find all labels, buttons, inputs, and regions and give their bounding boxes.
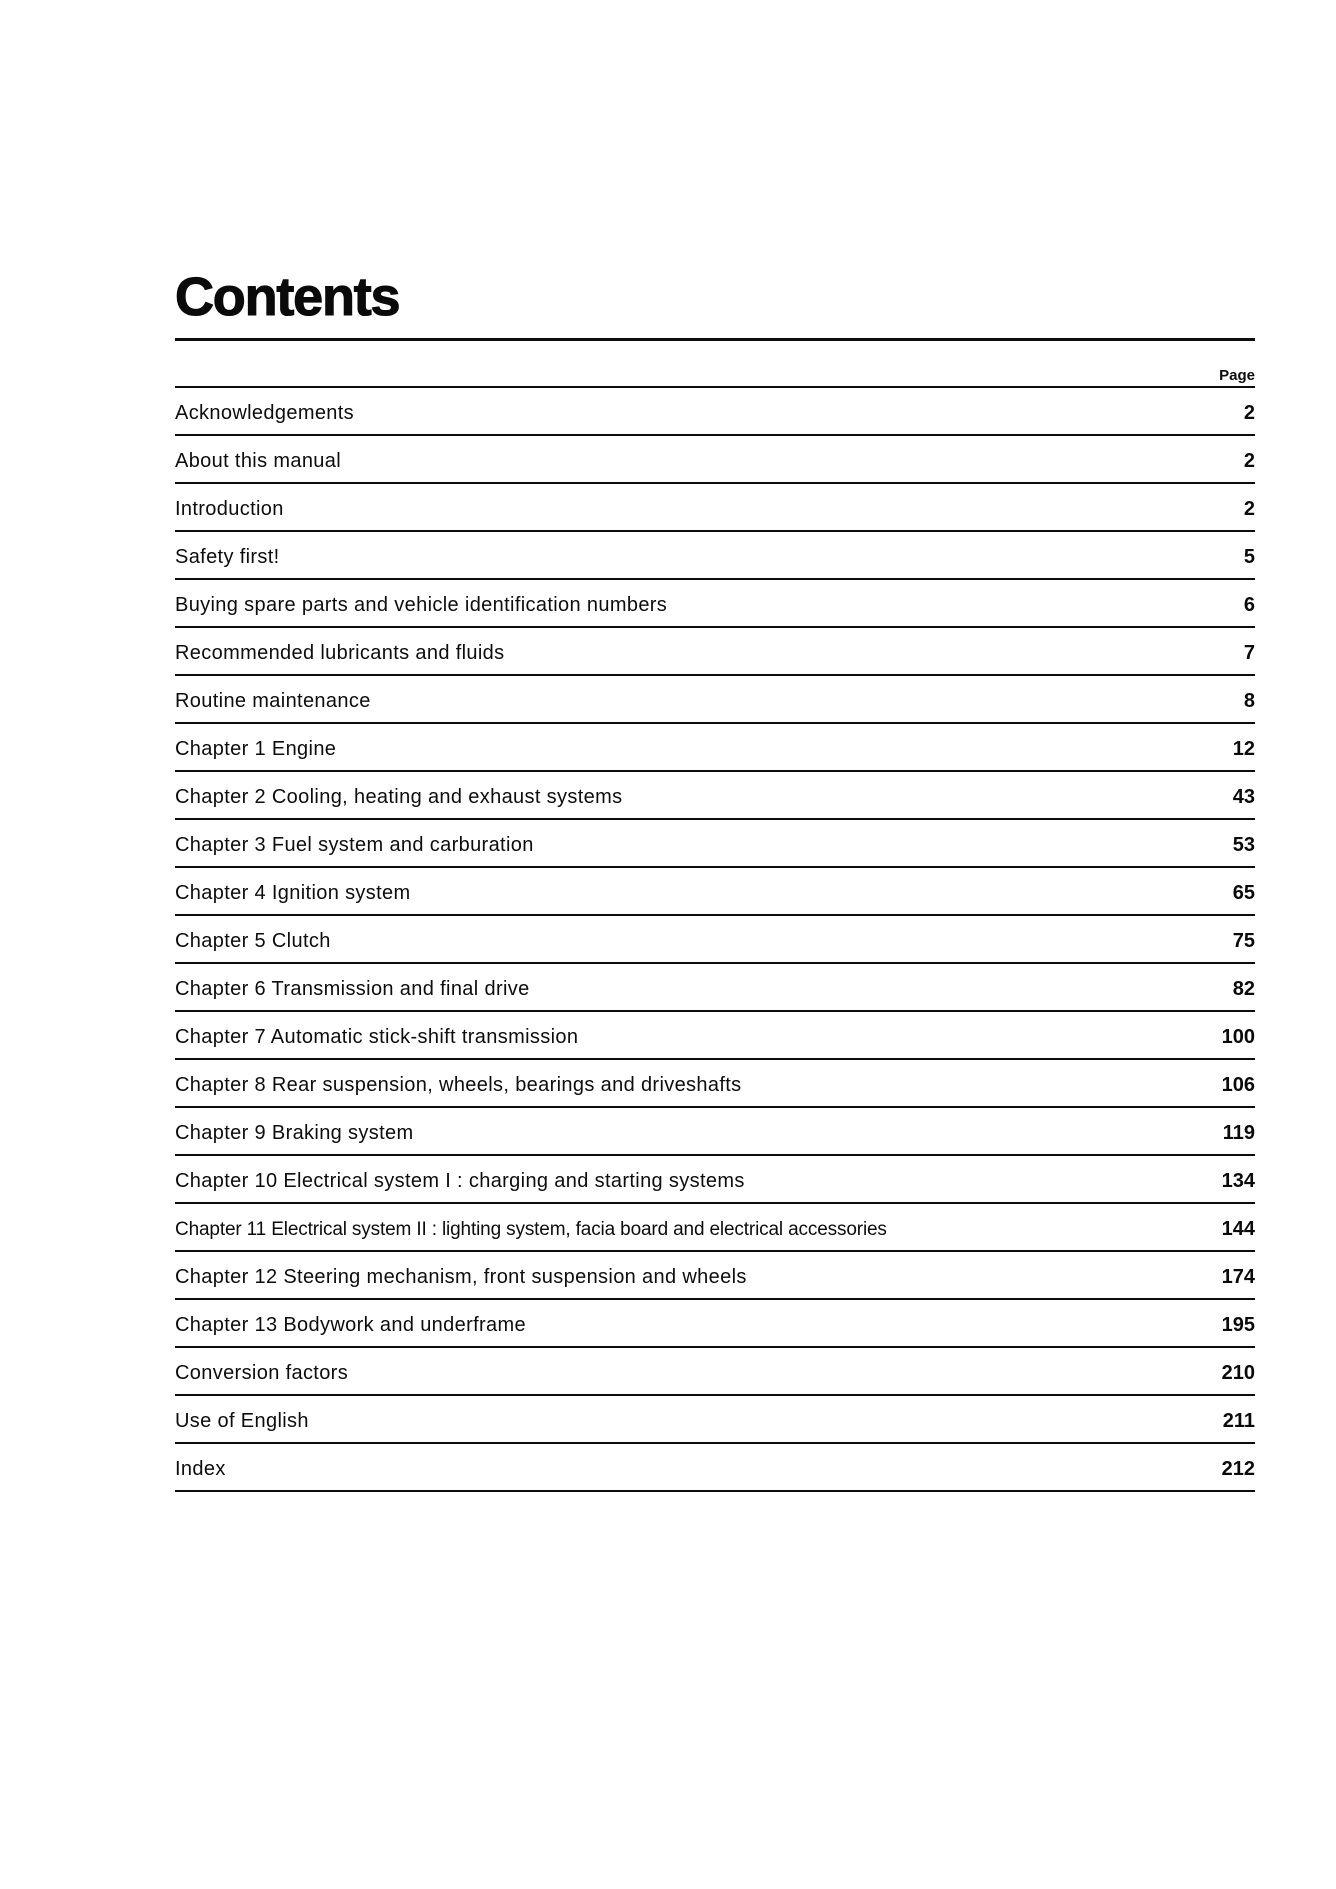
toc-entry-label: About this manual: [175, 450, 342, 472]
toc-entry[interactable]: [175, 1204, 1255, 1250]
toc-entry[interactable]: [175, 484, 1255, 530]
toc-entry-page-number: 100: [1221, 1026, 1255, 1048]
toc-entry-label: Routine maintenance: [175, 690, 371, 712]
toc-entry[interactable]: [175, 772, 1255, 818]
page-column-header: Page: [1219, 367, 1255, 384]
toc-entry-page-number: 82: [1232, 978, 1255, 1000]
toc-entry[interactable]: [175, 436, 1255, 482]
toc-entry[interactable]: [175, 868, 1255, 914]
toc-entry-label: Chapter 1 Engine: [175, 738, 337, 760]
toc-entry-label: Chapter 8 Rear suspension, wheels, bearings and driveshafts: [175, 1074, 742, 1096]
toc-entry[interactable]: [175, 1060, 1255, 1106]
toc-entry[interactable]: [175, 628, 1255, 674]
toc-entry-list: [175, 386, 1255, 1492]
toc-entry-page-number: 75: [1232, 930, 1255, 952]
toc-entry-page-number: 119: [1222, 1122, 1255, 1144]
toc-entry-page-number: 211: [1222, 1410, 1255, 1432]
toc-entry-label: Chapter 12 Steering mechanism, front suspension and wheels: [175, 1266, 747, 1288]
toc-entry[interactable]: [175, 1252, 1255, 1298]
toc-entry-page-number: 7: [1243, 642, 1255, 664]
page-column-header-row: [175, 341, 1255, 386]
toc-entry-label: Chapter 9 Braking system: [175, 1122, 414, 1144]
toc-entry-label: Safety first!: [175, 546, 280, 568]
toc-entry[interactable]: [175, 1156, 1255, 1202]
toc-entry-label: Index: [175, 1458, 226, 1480]
toc-entry-label: Recommended lubricants and fluids: [175, 642, 505, 664]
toc-entry-page-number: 8: [1243, 690, 1255, 712]
toc-entry[interactable]: [175, 1300, 1255, 1346]
toc-entry-page-number: 134: [1221, 1170, 1255, 1192]
toc-entry[interactable]: [175, 1396, 1255, 1442]
page-title: Contents: [175, 267, 400, 327]
toc-entry-page-number: 2: [1243, 402, 1255, 424]
toc-entry-label: Chapter 7 Automatic stick-shift transmission: [175, 1026, 579, 1048]
entry-rule: [175, 1490, 1255, 1492]
toc-entry[interactable]: [175, 1108, 1255, 1154]
toc-entry-page-number: 5: [1243, 546, 1255, 568]
toc-entry[interactable]: [175, 676, 1255, 722]
toc-entry[interactable]: [175, 820, 1255, 866]
toc-entry-label: Chapter 5 Clutch: [175, 930, 331, 952]
toc-entry-page-number: 2: [1243, 498, 1255, 520]
toc-entry[interactable]: [175, 916, 1255, 962]
toc-entry[interactable]: [175, 724, 1255, 770]
toc-entry[interactable]: [175, 964, 1255, 1010]
toc-entry-label: Chapter 6 Transmission and final drive: [175, 978, 530, 1000]
toc-entry-page-number: 106: [1221, 1074, 1255, 1096]
table-of-contents-page: [175, 267, 1255, 1492]
toc-entry-page-number: 210: [1221, 1362, 1255, 1384]
toc-entry-label: Chapter 4 Ignition system: [175, 882, 411, 904]
toc-entry-page-number: 53: [1232, 834, 1255, 856]
toc-entry-page-number: 195: [1221, 1314, 1255, 1336]
toc-entry-page-number: 6: [1243, 594, 1255, 616]
toc-entry[interactable]: [175, 388, 1255, 434]
toc-entry-page-number: 212: [1221, 1458, 1255, 1480]
toc-entry-label: Use of English: [175, 1410, 309, 1432]
toc-entry-page-number: 2: [1243, 450, 1255, 472]
toc-entry-label: Introduction: [175, 498, 284, 520]
toc-entry[interactable]: [175, 1012, 1255, 1058]
toc-entry-page-number: 144: [1221, 1218, 1255, 1240]
toc-entry-label: Acknowledgements: [175, 402, 355, 424]
toc-entry-page-number: 43: [1232, 786, 1255, 808]
toc-entry-label: Chapter 13 Bodywork and underframe: [175, 1314, 526, 1336]
toc-entry-label: Chapter 2 Cooling, heating and exhaust systems: [175, 786, 623, 808]
toc-entry-page-number: 174: [1221, 1266, 1255, 1288]
toc-entry-label: Chapter 10 Electrical system I : charging and starting systems: [175, 1170, 745, 1192]
toc-entry[interactable]: [175, 580, 1255, 626]
toc-entry-label: Conversion factors: [175, 1362, 349, 1384]
toc-entry[interactable]: [175, 532, 1255, 578]
toc-entry-label: Buying spare parts and vehicle identification numbers: [175, 594, 668, 616]
toc-entry[interactable]: [175, 1444, 1255, 1490]
toc-entry-label: Chapter 11 Electrical system II : lighting system, facia board and electrical accessories: [175, 1219, 887, 1240]
toc-entry-page-number: 65: [1232, 882, 1255, 904]
toc-entry[interactable]: [175, 1348, 1255, 1394]
toc-entry-label: Chapter 3 Fuel system and carburation: [175, 834, 534, 856]
toc-entry-page-number: 12: [1232, 738, 1255, 760]
